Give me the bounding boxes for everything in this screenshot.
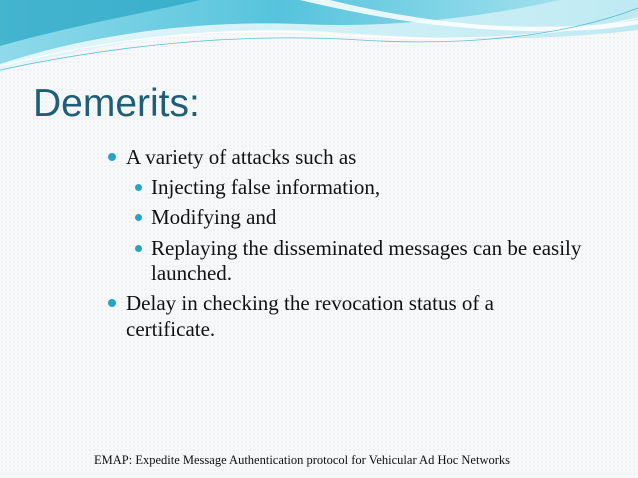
sub-bullet-item [151, 235, 581, 262]
bullet-item [126, 144, 356, 171]
header-wave-decoration [0, 0, 638, 80]
bullet-text: Delay in checking the revocation status of a [126, 291, 494, 315]
slide-footer: EMAP: Expedite Message Authentication protocol for Vehicular Ad Hoc Networks [94, 453, 511, 467]
bullet-text: certificate. [126, 317, 216, 341]
bullet-text: launched. [151, 261, 233, 285]
bullet-text: Injecting false information, [151, 175, 381, 199]
bullet-dot-icon [135, 245, 142, 252]
bullet-text: Modifying and [151, 205, 277, 229]
bullet-dot-icon [135, 184, 142, 191]
bullet-item [126, 290, 494, 317]
bullet-dot-icon [108, 153, 116, 161]
bullet-continuation [151, 260, 232, 287]
bullet-text: Replaying the disseminated messages can be easily [151, 236, 582, 260]
sub-bullet-item [151, 204, 276, 231]
bullet-text: A variety of attacks such as [126, 145, 357, 169]
slide-title: Demerits: [33, 82, 200, 125]
sub-bullet-item [151, 174, 380, 201]
bullet-continuation [126, 316, 215, 343]
bullet-dot-icon [135, 214, 142, 221]
bullet-dot-icon [108, 299, 116, 307]
